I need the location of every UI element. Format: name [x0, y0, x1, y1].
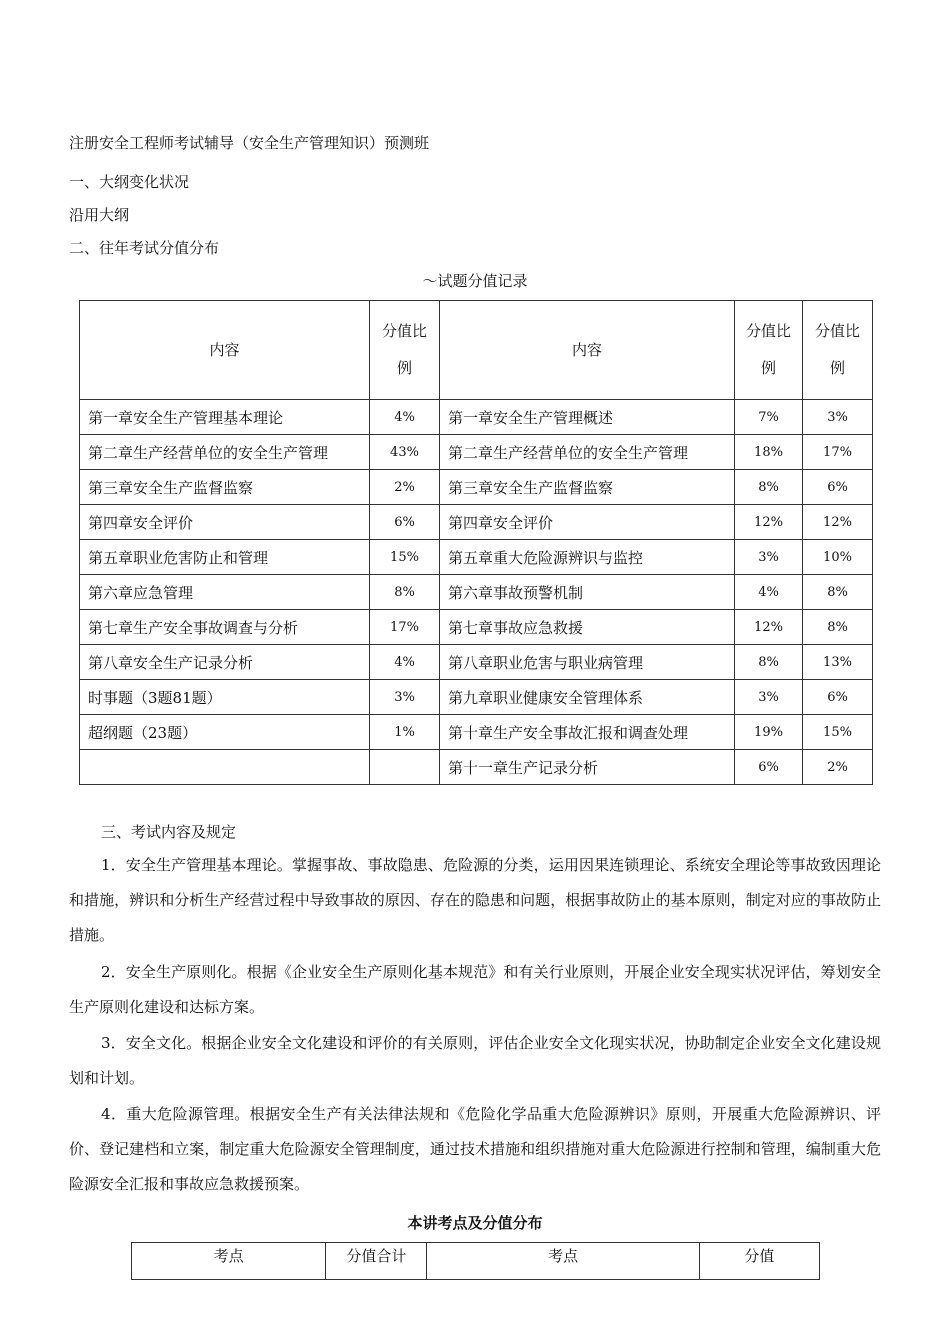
cell-left-ratio: 4% [370, 645, 440, 680]
header-ratio-right-a: 分值比例 [735, 301, 803, 400]
cell-left-content: 第一章安全生产管理基本理论 [80, 400, 370, 435]
cell-right-content: 第五章重大危险源辨识与监控 [440, 540, 735, 575]
cell-left-content: 第五章职业危害防止和管理 [80, 540, 370, 575]
cell-right-content: 第一章安全生产管理概述 [440, 400, 735, 435]
table-row [80, 435, 873, 470]
cell-right-ratio-a: 7% [735, 400, 803, 435]
table-row [80, 715, 873, 750]
cell-left-content [80, 750, 370, 785]
section-heading-score-distribution: 二、往年考试分值分布 [69, 239, 220, 257]
cell-right-ratio-b: 6% [803, 470, 873, 505]
cell-left-ratio: 17% [370, 610, 440, 645]
paragraph-standardization: 2．安全生产原则化。根据《企业安全生产原则化基本规范》和有关行业原则，开展企业安全现实状况评估，筹划安全生产原则化建设和达标方案。 [69, 963, 881, 1016]
table-row [80, 610, 873, 645]
cell-left-content: 超纲题（23题） [80, 715, 370, 750]
cell-right-ratio-a: 18% [735, 435, 803, 470]
cell-right-content: 第六章事故预警机制 [440, 575, 735, 610]
cell-right-ratio-a: 12% [735, 505, 803, 540]
table-caption-key-points: 本讲考点及分值分布 [407, 1214, 543, 1232]
score-distribution-table [79, 300, 873, 785]
section-heading-exam-content: 三、考试内容及规定 [101, 823, 237, 841]
table-row [80, 750, 873, 785]
cell-left-ratio: 2% [370, 470, 440, 505]
header-score: 分值 [699, 1243, 819, 1280]
cell-right-content: 第八章职业危害与职业病管理 [440, 645, 735, 680]
cell-right-ratio-b: 17% [803, 435, 873, 470]
cell-right-ratio-b: 12% [803, 505, 873, 540]
table-row [80, 470, 873, 505]
table-row [80, 645, 873, 680]
document-title: 注册安全工程师考试辅导（安全生产管理知识）预测班 [69, 134, 430, 152]
cell-right-ratio-a: 8% [735, 470, 803, 505]
cell-right-ratio-a: 6% [735, 750, 803, 785]
cell-right-ratio-b: 8% [803, 575, 873, 610]
cell-right-ratio-a: 19% [735, 715, 803, 750]
cell-left-content: 第三章安全生产监督监察 [80, 470, 370, 505]
cell-left-ratio: 1% [370, 715, 440, 750]
header-content-right: 内容 [440, 301, 735, 400]
cell-left-content: 第八章安全生产记录分析 [80, 645, 370, 680]
cell-left-ratio: 15% [370, 540, 440, 575]
cell-left-content: 时事题（3题81题） [80, 680, 370, 715]
header-key-point-right: 考点 [427, 1243, 699, 1280]
table-row [80, 400, 873, 435]
cell-right-content: 第十一章生产记录分析 [440, 750, 735, 785]
paragraph-major-hazard: 4．重大危险源管理。根据安全生产有关法律法规和《危险化学品重大危险源辨识》原则，开展重大危险源辨识、评价、登记建档和立案，制定重大危险源安全管理制度，通过技术措施和组织措施对重大危险源进行控制和管理，编制重大危险源安全汇报和事故应急救援预案。 [69, 1105, 881, 1193]
cell-right-ratio-a: 3% [735, 540, 803, 575]
cell-left-content: 第七章生产安全事故调查与分析 [80, 610, 370, 645]
cell-right-content: 第二章生产经营单位的安全生产管理 [440, 435, 735, 470]
cell-left-ratio: 6% [370, 505, 440, 540]
header-total-score: 分值合计 [326, 1243, 427, 1280]
section-text-outline: 沿用大纲 [69, 206, 130, 224]
cell-right-content: 第七章事故应急救援 [440, 610, 735, 645]
table-row [80, 505, 873, 540]
paragraph-safety-culture: 3．安全文化。根据企业安全文化建设和评价的有关原则，评估企业安全文化现实状况，协助制定企业安全文化建设规划和计划。 [69, 1034, 881, 1087]
table-header-row [80, 301, 873, 400]
cell-right-ratio-b: 13% [803, 645, 873, 680]
cell-left-ratio: 8% [370, 575, 440, 610]
cell-right-ratio-a: 4% [735, 575, 803, 610]
cell-right-content: 第九章职业健康安全管理体系 [440, 680, 735, 715]
key-points-table [131, 1242, 820, 1280]
cell-left-ratio: 3% [370, 680, 440, 715]
cell-right-ratio-b: 2% [803, 750, 873, 785]
table-caption-score-records: ～试题分值记录 [422, 272, 528, 290]
paragraph-safety-theory: 1．安全生产管理基本理论。掌握事故、事故隐患、危险源的分类，运用因果连锁理论、系统安全理论等事故致因理论和措施，辨识和分析生产经营过程中导致事故的原因、存在的隐患和问题，根据事故防止的基本原则，制定对应的事故防止措施。 [69, 856, 881, 944]
cell-right-content: 第四章安全评价 [440, 505, 735, 540]
cell-right-content: 第十章生产安全事故汇报和调查处理 [440, 715, 735, 750]
cell-right-ratio-b: 6% [803, 680, 873, 715]
header-key-point-left: 考点 [132, 1243, 326, 1280]
cell-right-ratio-a: 8% [735, 645, 803, 680]
cell-left-ratio [370, 750, 440, 785]
cell-left-content: 第六章应急管理 [80, 575, 370, 610]
header-ratio-left: 分值比例 [370, 301, 440, 400]
section-heading-outline-changes: 一、大纲变化状况 [69, 173, 190, 191]
table-header-row [132, 1243, 820, 1280]
table-row [80, 575, 873, 610]
cell-right-ratio-b: 15% [803, 715, 873, 750]
header-content-left: 内容 [80, 301, 370, 400]
cell-right-ratio-b: 8% [803, 610, 873, 645]
cell-left-ratio: 43% [370, 435, 440, 470]
cell-right-ratio-a: 3% [735, 680, 803, 715]
cell-left-ratio: 4% [370, 400, 440, 435]
cell-right-content: 第三章安全生产监督监察 [440, 470, 735, 505]
header-ratio-right-b: 分值比例 [803, 301, 873, 400]
cell-right-ratio-a: 12% [735, 610, 803, 645]
cell-left-content: 第四章安全评价 [80, 505, 370, 540]
cell-right-ratio-b: 3% [803, 400, 873, 435]
table-row [80, 540, 873, 575]
cell-left-content: 第二章生产经营单位的安全生产管理 [80, 435, 370, 470]
table-row [80, 680, 873, 715]
cell-right-ratio-b: 10% [803, 540, 873, 575]
